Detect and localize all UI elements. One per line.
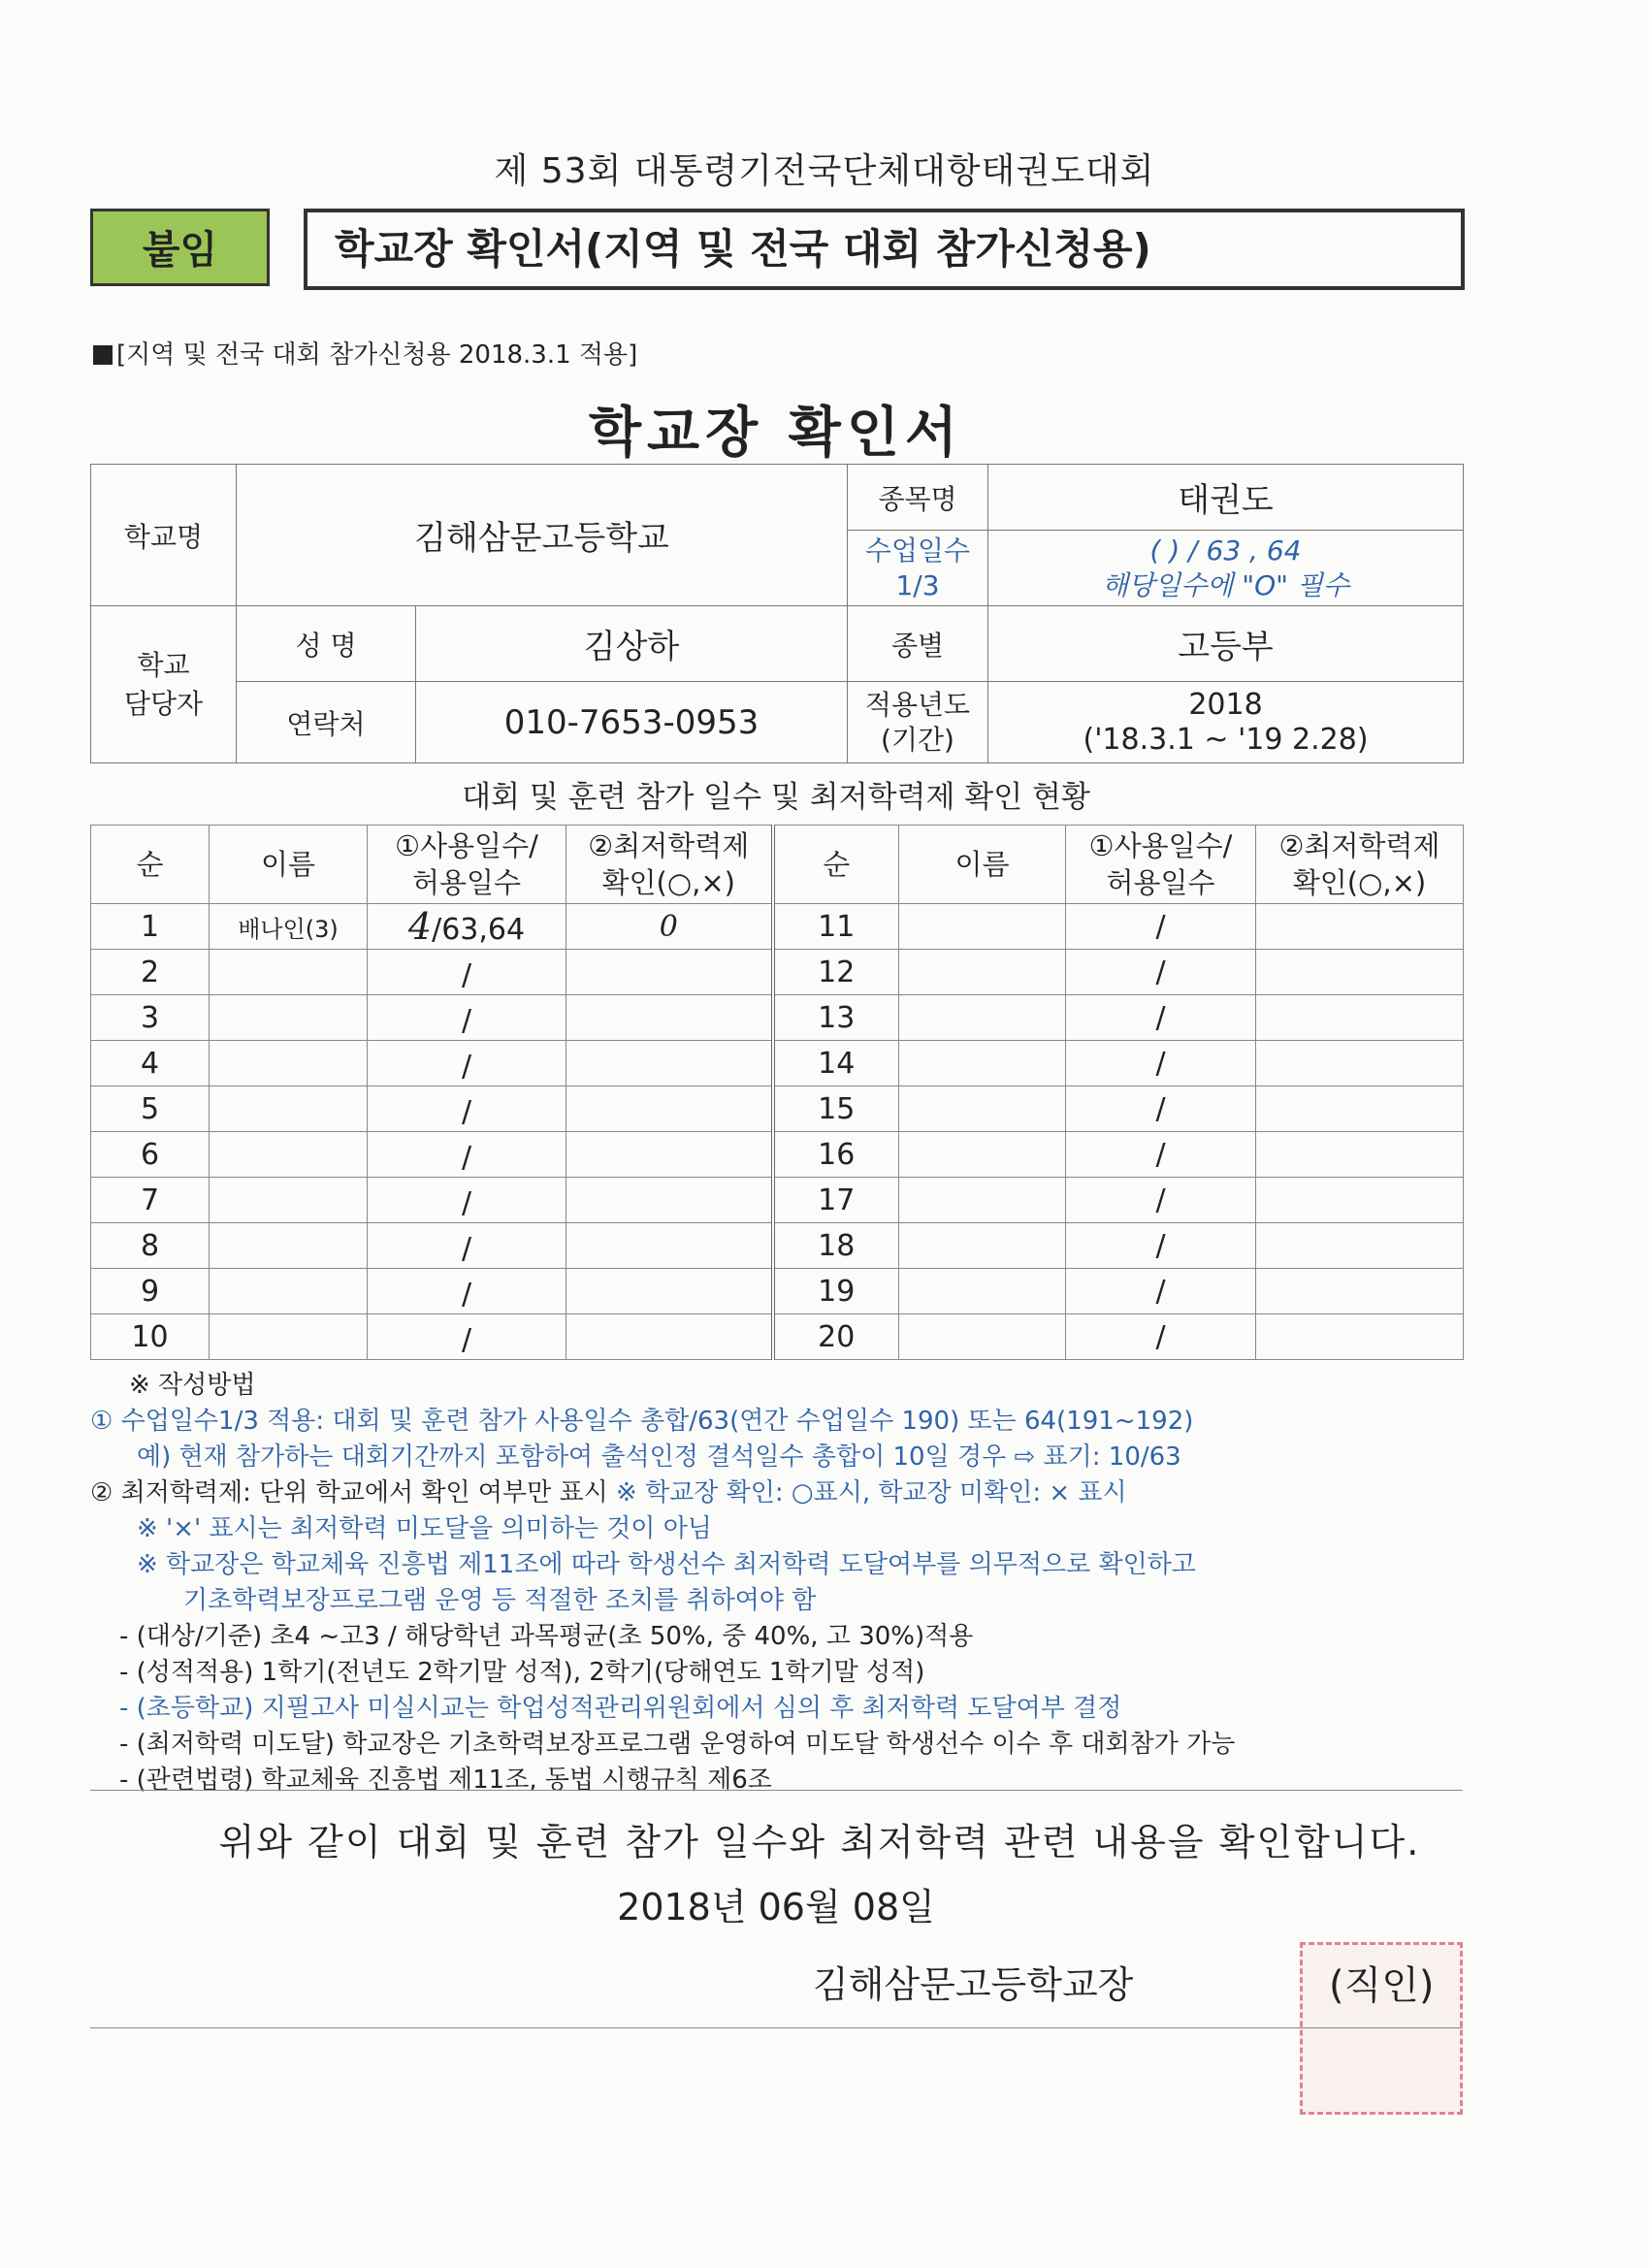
row-name — [899, 1132, 1066, 1178]
row-min-level-check — [566, 1314, 773, 1360]
table-row — [91, 1041, 1464, 1086]
instruction-line: - (대상/기준) 초4 ~고3 / 해당학년 과목평균(초 50%, 중 40%, 고 30%)적용 — [119, 1622, 974, 1651]
school-value: 김해삼문고등학교 — [237, 465, 848, 606]
row-number: 15 — [773, 1086, 899, 1132]
instruction-line: ※ 학교장은 학교체육 진흥법 제11조에 따라 학생선수 최저학력 도달여부를 의무적으로 확인하고 — [137, 1550, 1196, 1579]
row-min-level-check — [566, 995, 773, 1041]
instruction-line: ② 최저학력제: 단위 학교에서 확인 여부만 표시 ※ 학교장 확인: ○표시, 학교장 미확인: × 표시 — [90, 1478, 1127, 1507]
confirm-statement: 위와 같이 대회 및 훈련 참가 일수와 최저학력 관련 내용을 확인합니다. — [218, 1821, 1421, 1863]
row-name — [210, 1086, 368, 1132]
days-allowed-value: / — [461, 958, 472, 992]
row-min-level-check — [1256, 1269, 1464, 1314]
instructions-heading: ※ 작성방법 — [129, 1371, 256, 1400]
days-allowed-value: / — [461, 1278, 472, 1312]
instruction-line: - (관련법령) 학교체육 진흥법 제11조, 동법 시행규칙 제6조 — [119, 1766, 772, 1795]
row-number: 14 — [773, 1041, 899, 1086]
row-number: 2 — [91, 950, 210, 995]
row-number: 1 — [91, 904, 210, 950]
instruction-line: - (성적적용) 1학기(전년도 2학기말 성적), 2학기(당해연도 1학기말 성적) — [119, 1658, 925, 1687]
col-header-no: 순 — [91, 826, 210, 904]
row-number: 7 — [91, 1178, 210, 1223]
table-row — [91, 1086, 1464, 1132]
days-allowed-value: / — [461, 1141, 472, 1175]
sport-label: 종목명 — [848, 465, 988, 531]
row-number: 18 — [773, 1223, 899, 1269]
year-label: 적용년도 (기간) — [848, 682, 988, 763]
row-days — [368, 1041, 566, 1086]
days-allowed-value: / — [461, 1095, 472, 1129]
row-days: / — [1066, 1269, 1256, 1314]
row-min-level-check — [566, 1223, 773, 1269]
row-name: 배나인(3) — [210, 904, 368, 950]
row-name — [899, 1314, 1066, 1360]
contact-value: 010-7653-0953 — [416, 682, 848, 763]
main-title: 학교장 확인서 — [588, 402, 964, 465]
row-min-level-check — [1256, 1178, 1464, 1223]
row-number: 12 — [773, 950, 899, 995]
row-name — [899, 1269, 1066, 1314]
table-row — [91, 1178, 1464, 1223]
table-row — [91, 1132, 1464, 1178]
col-header-min-level: ②최저학력제 확인(○,×) — [1256, 826, 1464, 904]
row-name — [210, 1314, 368, 1360]
col-header-no: 순 — [773, 826, 899, 904]
class-days-label: 수업일수 1/3 — [848, 531, 988, 606]
class-days-value: ( ) / 63 , 64 해당일수에 "O" 필수 — [988, 531, 1464, 606]
col-header-days: ①사용일수/ 허용일수 — [368, 826, 566, 904]
table-row — [91, 904, 1464, 950]
row-days — [368, 1269, 566, 1314]
document-heading: 학교장 확인서(지역 및 전국 대회 참가신청용) — [304, 209, 1465, 290]
row-name — [899, 1041, 1066, 1086]
row-days: / — [1066, 1132, 1256, 1178]
days-used-value: 4 — [407, 905, 433, 948]
table-row — [91, 995, 1464, 1041]
instruction-line: 기초학력보장프로그램 운영 등 적절한 조치를 취하여야 함 — [183, 1586, 817, 1615]
row-min-level-check — [1256, 1041, 1464, 1086]
row-name — [899, 950, 1066, 995]
event-title: 제 53회 대통령기전국단체대항태권도대회 — [494, 151, 1155, 191]
row-number: 3 — [91, 995, 210, 1041]
col-header-min-level: ②최저학력제 확인(○,×) — [566, 826, 773, 904]
days-allowed-value: / — [461, 1004, 472, 1038]
row-days: / — [1066, 1041, 1256, 1086]
attachment-badge: 붙임 — [90, 209, 270, 286]
row-days: / — [1066, 995, 1256, 1041]
row-number: 8 — [91, 1223, 210, 1269]
participation-table — [90, 825, 1464, 1360]
row-number: 9 — [91, 1269, 210, 1314]
info-table — [90, 464, 1464, 763]
row-days: / — [1066, 950, 1256, 995]
row-days — [368, 1086, 566, 1132]
year-value: 2018 ('18.3.1 ~ '19 2.28) — [988, 682, 1464, 763]
row-days — [368, 950, 566, 995]
col-header-name: 이름 — [899, 826, 1066, 904]
signature-date: 2018년 06월 08일 — [617, 1886, 935, 1928]
row-number: 11 — [773, 904, 899, 950]
row-name — [899, 1223, 1066, 1269]
divider — [90, 1790, 1463, 1791]
row-min-level-check — [566, 1132, 773, 1178]
divider — [90, 2027, 1463, 2028]
row-days — [368, 1223, 566, 1269]
row-name — [210, 1269, 368, 1314]
row-days: / — [1066, 1223, 1256, 1269]
table-row — [91, 1269, 1464, 1314]
instruction-line: ① 수업일수1/3 적용: 대회 및 훈련 참가 사용일수 총합/63(연간 수업일수 190) 또는 64(191~192) — [90, 1407, 1194, 1436]
row-number: 19 — [773, 1269, 899, 1314]
row-days — [368, 995, 566, 1041]
row-days: / — [1066, 904, 1256, 950]
row-days — [368, 904, 566, 950]
col-header-name: 이름 — [210, 826, 368, 904]
row-number: 20 — [773, 1314, 899, 1360]
row-days — [368, 1314, 566, 1360]
instruction-line: - (초등학교) 지필고사 미실시교는 학업성적관리위원회에서 심의 후 최저학력 도달여부 결정 — [119, 1694, 1122, 1723]
days-allowed-value: /63,64 — [432, 913, 526, 947]
row-days: / — [1066, 1314, 1256, 1360]
instruction-line: 예) 현재 참가하는 대회기간까지 포함하여 출석인정 결석일수 총합이 10일 경우 ⇨ 표기: 10/63 — [137, 1442, 1181, 1472]
row-min-level-check — [566, 950, 773, 995]
days-allowed-value: / — [461, 1186, 472, 1220]
manager-label: 학교 담당자 — [91, 606, 237, 763]
col-header-days: ①사용일수/ 허용일수 — [1066, 826, 1256, 904]
row-name — [210, 1041, 368, 1086]
principal-title: 김해삼문고등학교장 — [813, 1963, 1134, 2006]
row-days: / — [1066, 1086, 1256, 1132]
seal-label: (직인) — [1329, 1963, 1435, 2008]
row-min-level-check — [1256, 1086, 1464, 1132]
row-days — [368, 1132, 566, 1178]
row-min-level-check — [1256, 950, 1464, 995]
row-name — [899, 1178, 1066, 1223]
row-min-level-check — [566, 1269, 773, 1314]
status-title: 대회 및 훈련 참가 일수 및 최저학력제 확인 현황 — [462, 780, 1090, 815]
row-number: 13 — [773, 995, 899, 1041]
instruction-line: ※ '×' 표시는 최저학력 미도달을 의미하는 것이 아님 — [137, 1514, 712, 1543]
row-number: 16 — [773, 1132, 899, 1178]
row-name — [210, 1223, 368, 1269]
square-bullet-icon — [93, 345, 113, 365]
instruction-line: - (최저학력 미도달) 학교장은 기초학력보장프로그램 운영하여 미도달 학생선수 이수 후 대회참가 가능 — [119, 1730, 1236, 1759]
table-row — [91, 950, 1464, 995]
row-min-level-check — [1256, 1223, 1464, 1269]
row-number: 10 — [91, 1314, 210, 1360]
row-days: / — [1066, 1178, 1256, 1223]
row-name — [899, 995, 1066, 1041]
row-name — [210, 1132, 368, 1178]
row-min-level-check — [566, 1086, 773, 1132]
row-number: 17 — [773, 1178, 899, 1223]
row-name — [210, 995, 368, 1041]
contact-label: 연락처 — [237, 682, 416, 763]
division-value: 고등부 — [988, 606, 1464, 682]
school-label: 학교명 — [91, 465, 237, 606]
table-row — [91, 1314, 1464, 1360]
row-number: 5 — [91, 1086, 210, 1132]
row-min-level-check — [566, 1041, 773, 1086]
row-name — [210, 1178, 368, 1223]
row-min-level-check — [1256, 1314, 1464, 1360]
row-number: 4 — [91, 1041, 210, 1086]
name-value: 김상하 — [416, 606, 848, 682]
sport-value: 태권도 — [988, 465, 1464, 531]
table-row — [91, 1223, 1464, 1269]
division-label: 종별 — [848, 606, 988, 682]
days-allowed-value: / — [461, 1232, 472, 1266]
row-min-level-check — [1256, 995, 1464, 1041]
row-min-level-check — [1256, 1132, 1464, 1178]
row-name — [210, 950, 368, 995]
row-min-level-check — [1256, 904, 1464, 950]
name-label: 성 명 — [237, 606, 416, 682]
row-name — [899, 1086, 1066, 1132]
row-min-level-check — [566, 1178, 773, 1223]
application-note: [지역 및 전국 대회 참가신청용 2018.3.1 적용] — [93, 335, 637, 371]
instructions — [90, 1368, 1468, 1798]
row-min-level-check: 0 — [566, 904, 773, 950]
row-number: 6 — [91, 1132, 210, 1178]
days-allowed-value: / — [461, 1323, 472, 1357]
days-allowed-value: / — [461, 1050, 472, 1084]
row-days — [368, 1178, 566, 1223]
row-name — [899, 904, 1066, 950]
